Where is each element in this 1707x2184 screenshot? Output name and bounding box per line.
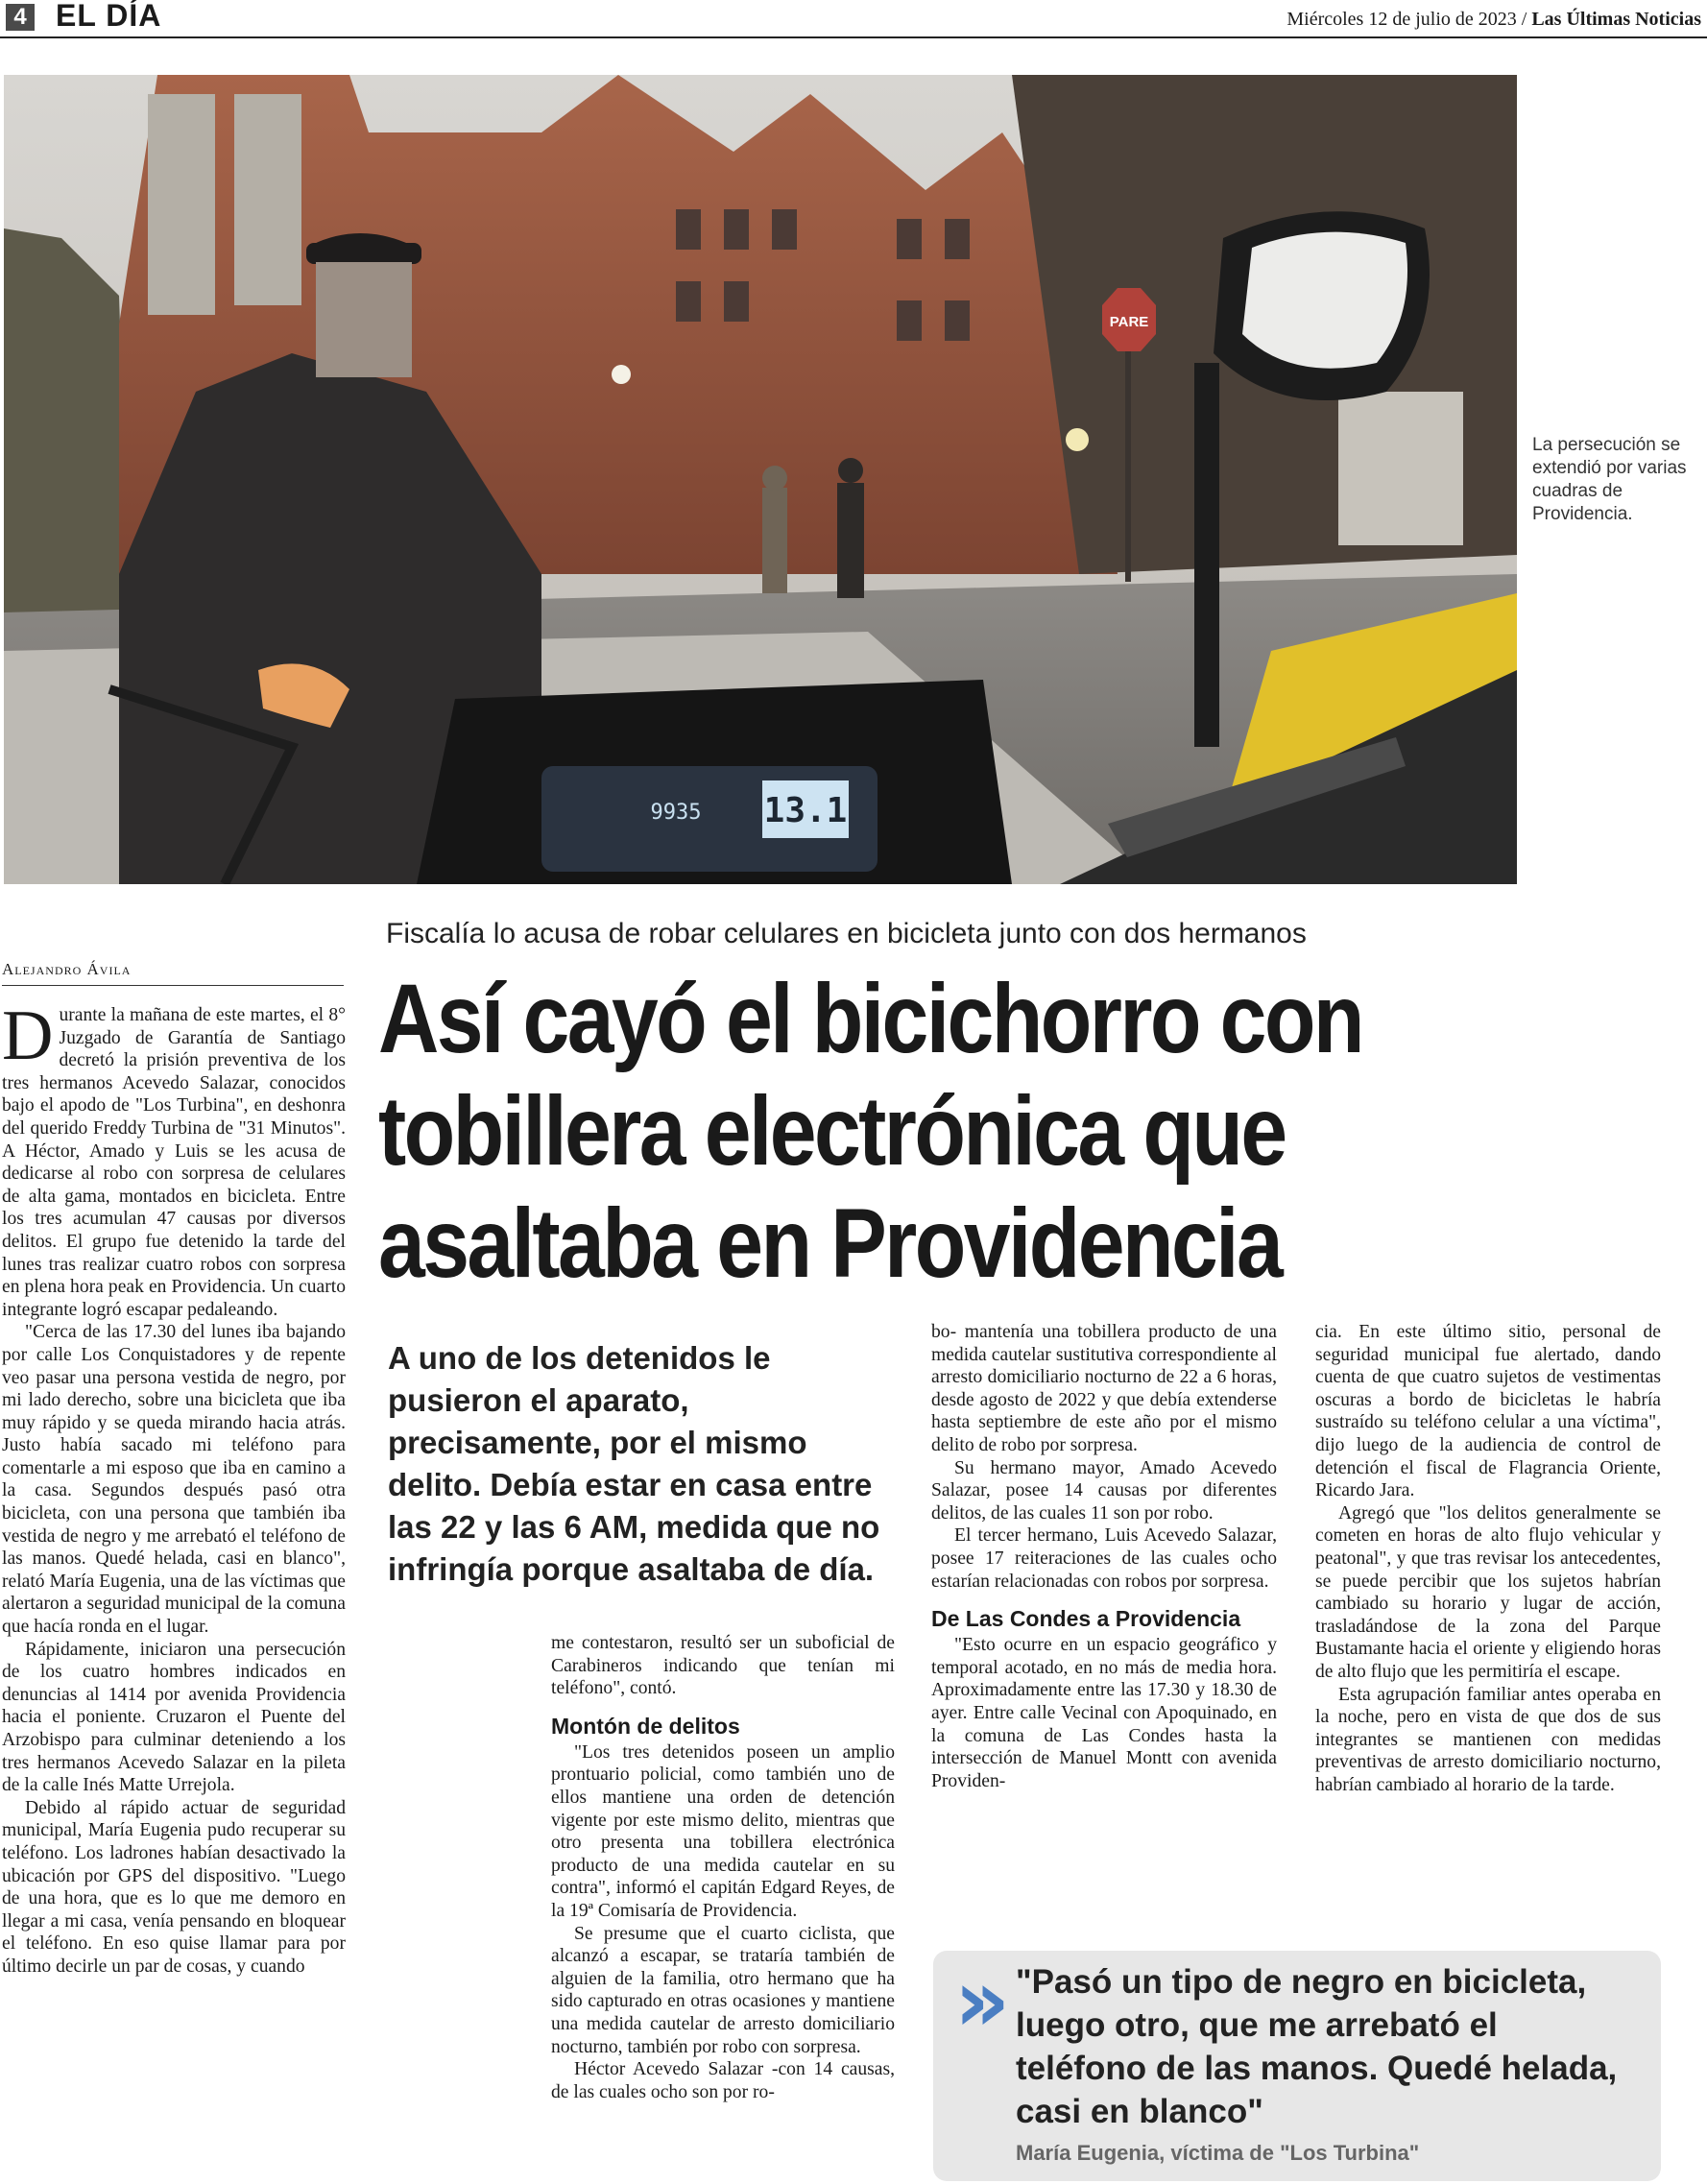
paragraph: bo- mantenía una tobillera producto de una medida cautelar sustitutiva correspondiente al arresto domiciliario nocturno de 22 a 6 horas, desde agosto de 2022 y que debía extenderse hasta septiembre de este año por el mismo delito de robo por sorpresa.	[931, 1322, 1277, 1455]
kicker: Fiscalía lo acusa de robar celulares en bicicleta junto con dos hermanos	[386, 918, 1307, 949]
paragraph: me contestaron, resultó ser un suboficial de Carabineros indicando que tenían mi teléfono", contó.	[551, 1633, 895, 1699]
lead-photo	[4, 75, 1517, 884]
paragraph: cia. En este último sitio, personal de seguridad municipal fue alertado, dando cuenta de que cuatro sujetos de vestimentas oscuras a bordo de bicicletas le habría sustraído su teléfono celular a una víctima", dijo luego de la audiencia de control de detención el fiscal de Flagrancia Oriente, Ricardo Jara.	[1315, 1322, 1661, 1501]
article-column-3	[931, 1321, 1277, 1792]
subhead: Montón de delitos	[551, 1713, 740, 1739]
headline-line: asaltaba en Providencia	[378, 1188, 1282, 1298]
header-rule	[0, 36, 1707, 38]
pullquote-text: "Pasó un tipo de negro en bicicleta, luego otro, que me arrebató el teléfono de las manos. Quedé helada, casi en blanco"	[1016, 1963, 1618, 2130]
drop-cap: D	[2, 996, 54, 1075]
headline-line: Así cayó el bicichorro con	[378, 964, 1362, 1073]
paragraph: urante la mañana de este martes, el 8° Juzgado de Garantía de Santiago decretó la prisión preventiva de los tres hermanos Acevedo Salazar, conocidos bajo el apodo de "Los Turbina", en deshonra del querido Freddy Turbina de "31 Minutos". A Héctor, Amado y Luis se les acusa de dedicarse al robo con sorpresa de celulares de alta gama, montados en bicicleta. Entre los tres acumulan 47 causas por diversos delitos. El grupo fue detenido la tarde del lunes tras realizar cuatro robos con sorpresa en plena hora peak en Providencia. Un cuarto integrante logró escapar pedaleando.	[2, 1005, 346, 1320]
paragraph: Debido al rápido actuar de seguridad municipal, María Eugenia pudo recuperar su teléfono. Los ladrones habían desactivado la ubicación por GPS del dispositivo. "Luego de una hora, que es lo que me demoro en llegar a mi casa, venía pensando en bloquear el teléfono. En eso quise llamar para por último decirle un par de cosas, y cuando	[2, 1797, 346, 1977]
paragraph: "Los tres detenidos poseen un amplio prontuario policial, como también uno de ellos mantiene una orden de detención vigente por este mismo delito, mientras que otro presenta una tobillera electrónica producto de una medida cautelar en su contra", informó el capitán Edgard Reyes, de la 19ª Comisaría de Providencia.	[551, 1741, 895, 1921]
dateline-separator: /	[1521, 9, 1527, 30]
article-column-1	[2, 996, 346, 1979]
paragraph: "Cerca de las 17.30 del lunes iba bajando por calle Los Conquistadores y de repente veo pasar una persona vestida de negro, por mi lado derecho, sobre una bicicleta que iba muy rápido y se queda mirando hacia atrás. Justo había sacado mi teléfono para comentarle a mi esposo que iba en camino a la casa. Segundos después pasó otra bicicleta, con una persona que también iba vestida de negro y me arrebató el teléfono de las manos. Quedé helada, casi en blanco", relató María Eugenia, una de las víctimas que alertaron a seguridad municipal de la comuna que hacía ronda en el lugar.	[2, 1322, 346, 1638]
stop-sign-text: PARE	[1109, 314, 1149, 330]
subhead: De Las Condes a Providencia	[931, 1606, 1241, 1632]
issue-date: Miércoles 12 de julio de 2023	[1286, 9, 1517, 30]
section-title: EL DÍA	[56, 0, 162, 33]
paragraph: "Esto ocurre en un espacio geográfico y temporal acotado, en no más de media hora. Aproximadamente entre las 17.30 y 18.30 de ayer. Entre calle Vecinal con Apoquinado, en la comuna de Las Condes hasta la intersección de Manuel Montt con avenida Providen-	[931, 1635, 1277, 1791]
quote-chevron-icon: »	[954, 1951, 1011, 2052]
speed-display: 9935	[650, 801, 702, 825]
paragraph: Agregó que "los delitos generalmente se cometen en horas de alto flujo vehicular y peatonal", y que tras revisar los antecedentes, se puede percibir que los sujetos habrían cambiado su horario y lugar de acción, trasladándose de la zona del Parque Bustamante hacia el oriente y eligiendo horas de alto flujo que les permitiría el escape.	[1315, 1502, 1661, 1682]
paragraph: Rápidamente, iniciaron una persecución de los cuatro hombres indicados en denuncias al 1414 por avenida Providencia hacia el poniente. Cruzaron el Puente del Arzobispo para culminar deteniendo a los tres hermanos Acevedo Salazar en la pileta de la calle Inés Matte Urrejola.	[2, 1639, 346, 1796]
paragraph: Héctor Acevedo Salazar -con 14 causas, de las cuales ocho son por ro-	[551, 2059, 895, 2102]
article-column-2	[551, 1632, 895, 2103]
article-column-4	[1315, 1321, 1661, 1796]
photo-caption: La persecución se extendió por varias cuadras de Providencia.	[1532, 435, 1687, 524]
byline: Alejandro Ávila	[2, 960, 344, 986]
paragraph: Se presume que el cuarto ciclista, que alcanzó a escapar, se trataría también de alguien de la familia, otro hermano que ha sido capturado en otras ocasiones y mantiene una medida cautelar de arresto domiciliario nocturno, también por robo con sorpresa.	[551, 1923, 895, 2057]
headline	[378, 963, 1362, 1300]
odometer-display: 13.1	[763, 791, 848, 830]
dateline	[1286, 9, 1701, 31]
paragraph: Esta agrupación familiar antes operaba en la noche, pero en vista de que dos de sus integrantes se mantienen con medidas preventivas de arresto domiciliario nocturno, habrían cambiado al horario de la tarde.	[1315, 1684, 1661, 1795]
paragraph: Su hermano mayor, Amado Acevedo Salazar, posee 14 causas por diferentes delitos, de las cuales 11 son por robo.	[931, 1457, 1277, 1524]
deck: A uno de los detenidos le pusieron el aparato, precisamente, por el mismo delito. Debía estar en casa entre las 22 y las 6 AM, medida que no infringía porque asaltaba de día.	[388, 1340, 880, 1587]
publication-name: Las Últimas Noticias	[1531, 9, 1701, 30]
page-number: 4	[6, 4, 35, 31]
headline-line: tobillera electrónica que	[378, 1076, 1286, 1186]
paragraph: El tercer hermano, Luis Acevedo Salazar, posee 17 reiteraciones de las cuales ocho estarían relacionadas con robos por sorpresa.	[931, 1525, 1277, 1592]
pullquote-attribution: María Eugenia, víctima de "Los Turbina"	[1016, 2141, 1420, 2165]
